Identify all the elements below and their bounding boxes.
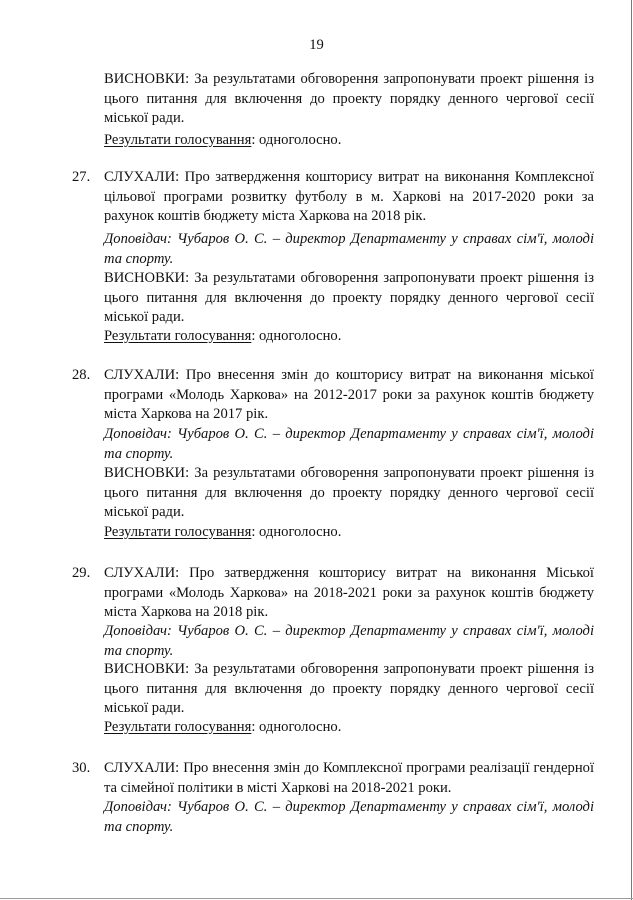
page-number: 19 — [309, 37, 324, 53]
item-vote-result — [104, 523, 594, 543]
item-conclusions: ВИСНОВКИ: За результатами обговорення запропонувати проект рішення із цього питання для включення до проекту порядку денного чергової сесії міської ради. — [104, 465, 594, 521]
item-number: 28. — [72, 367, 91, 383]
page-edge-right — [631, 0, 632, 900]
intro-conclusions: ВИСНОВКИ: За результатами обговорення запропонувати проект рішення із цього питання для включення до проекту порядку денного чергової сесії міської ради. — [104, 71, 594, 127]
item-conclusions: ВИСНОВКИ: За результатами обговорення запропонувати проект рішення із цього питання для включення до проекту порядку денного чергової сесії міської ради. — [104, 661, 594, 717]
item-heard: СЛУХАЛИ: Про затвердження кошторису витрат на виконання Міської програми «Молодь Харкова» на 2018-2021 роки за рахунок коштів бюджету міста Харкова на 2018 рік. — [104, 565, 594, 621]
vote-value: : одноголосно. — [251, 328, 342, 344]
vote-label: Результати голосування — [104, 719, 252, 735]
item-heard: СЛУХАЛИ: Про внесення змін до Комплексної програми реалізації гендерної та сімейної політики в місті Харкові на 2018-2021 роки. — [104, 760, 594, 796]
vote-label: Результати голосування — [104, 132, 252, 148]
vote-label: Результати голосування — [104, 524, 252, 540]
vote-value: : одноголосно. — [251, 132, 342, 148]
item-number: 29. — [72, 565, 91, 581]
page-edge-bottom — [0, 898, 633, 899]
item-vote-result — [104, 718, 594, 738]
item-speaker: Доповідач: Чубаров О. С. – директор Департаменту у справах сім'ї, молоді та спорту. — [104, 623, 594, 659]
item-vote-result — [104, 327, 594, 347]
vote-label: Результати голосування — [104, 328, 252, 344]
item-conclusions: ВИСНОВКИ: За результатами обговорення запропонувати проект рішення із цього питання для включення до проекту порядку денного чергової сесії міської ради. — [104, 270, 594, 326]
item-speaker: Доповідач: Чубаров О. С. – директор Департаменту у справах сім'ї, молоді та спорту. — [104, 426, 594, 462]
item-number: 27. — [72, 169, 91, 185]
item-heard: СЛУХАЛИ: Про затвердження кошторису витрат на виконання Комплексної цільової програми розвитку футболу в м. Харкові на 2017-2020 роки за рахунок коштів бюджету міста Харкова на 2018 рік. — [104, 169, 594, 225]
vote-value: : одноголосно. — [251, 524, 342, 540]
intro-vote-result — [104, 131, 594, 151]
vote-value: : одноголосно. — [251, 719, 342, 735]
item-heard: СЛУХАЛИ: Про внесення змін до кошторису витрат на виконання міської програми «Молодь Харкова» на 2012-2017 роки за рахунок коштів бюджету міста Харкова на 2017 рік. — [104, 367, 594, 423]
item-speaker: Доповідач: Чубаров О. С. – директор Департаменту у справах сім'ї, молоді та спорту. — [104, 799, 594, 835]
item-speaker: Доповідач: Чубаров О. С. – директор Департаменту у справах сім'ї, молоді та спорту. — [104, 231, 594, 267]
item-number: 30. — [72, 760, 91, 776]
